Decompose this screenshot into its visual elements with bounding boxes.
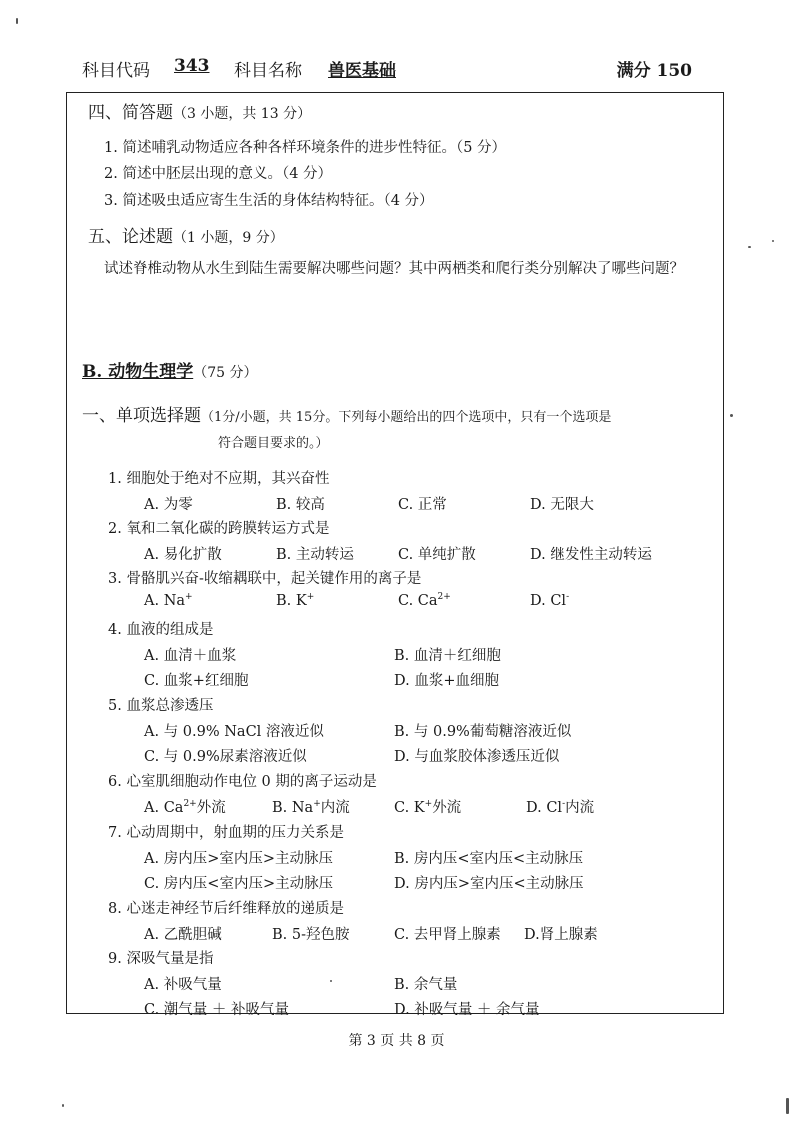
page-footer: 第 3 页 共 8 页 bbox=[348, 1033, 445, 1049]
subject-code-label: 科目代码 bbox=[82, 61, 150, 81]
q8-option-a: A. 乙酰胆碱 bbox=[144, 927, 222, 943]
section-5-heading bbox=[88, 222, 284, 247]
question-1-stem: 1. 细胞处于绝对不应期，其兴奋性 bbox=[108, 471, 330, 487]
question-3-stem: 3. 骨骼肌兴奋-收缩耦联中，起关键作用的离子是 bbox=[108, 571, 422, 587]
question-6-stem: 6. 心室肌细胞动作电位 0 期的离子运动是 bbox=[108, 774, 377, 790]
section-4-item-1: 1. 简述哺乳动物适应各种各样环境条件的进步性特征。（5 分） bbox=[104, 140, 507, 156]
part-b-sub: （75 分） bbox=[193, 365, 258, 381]
q2-option-b: B. 主动转运 bbox=[276, 547, 354, 563]
scan-speck bbox=[730, 414, 733, 417]
q8-option-d: D.肾上腺素 bbox=[524, 927, 598, 943]
section-5-text: 试述脊椎动物从水生到陆生需要解决哪些问题？其中两栖类和爬行类分别解决了哪些问题？ bbox=[104, 261, 684, 277]
section-1-title: 一、单项选择题 bbox=[82, 406, 201, 426]
q7-option-d: D. 房内压>室内压<主动脉压 bbox=[394, 876, 584, 892]
q4-option-c: C. 血浆+红细胞 bbox=[144, 673, 249, 689]
q1-option-a: A. 为零 bbox=[144, 497, 193, 513]
subject-name-label: 科目名称 bbox=[234, 61, 302, 81]
q9-option-b: B. 余气量 bbox=[394, 977, 458, 993]
subject-name: 兽医基础 bbox=[328, 61, 396, 81]
q9-option-a: A. 补吸气量 bbox=[144, 977, 222, 993]
scan-speck bbox=[748, 246, 751, 248]
q1-option-c: C. 正常 bbox=[398, 497, 447, 513]
full-score: 满分 150 bbox=[616, 61, 692, 81]
q1-option-b: B. 较高 bbox=[276, 497, 325, 513]
q2-option-a: A. 易化扩散 bbox=[144, 547, 222, 563]
q7-option-b: B. 房内压<室内压<主动脉压 bbox=[394, 851, 584, 867]
q3-option-c: C. $Ca^{2+}$ bbox=[398, 592, 451, 609]
section-4-item-3: 3. 简述吸虫适应寄生生活的身体结构特征。（4 分） bbox=[104, 193, 434, 209]
section-4-item-2: 2. 简述中胚层出现的意义。（4 分） bbox=[104, 166, 333, 182]
q3-option-b: B. K+ bbox=[276, 592, 315, 609]
question-5-stem: 5. 血浆总渗透压 bbox=[108, 698, 214, 714]
question-2-stem: 2. 氧和二氧化碳的跨膜转运方式是 bbox=[108, 521, 330, 537]
q9-option-c: C. 潮气量 ＋ 补吸气量 bbox=[144, 1002, 290, 1018]
scan-speck bbox=[772, 240, 774, 242]
q6-option-d: D. Cl-内流 bbox=[526, 799, 595, 816]
section-1-heading bbox=[82, 401, 611, 426]
question-9-stem: 9. 深吸气量是指 bbox=[108, 951, 214, 967]
q7-option-a: A. 房内压>室内压>主动脉压 bbox=[144, 851, 333, 867]
part-b-title: B. 动物生理学 bbox=[82, 362, 194, 382]
q2-option-c: C. 单纯扩散 bbox=[398, 547, 476, 563]
q3-option-a: A. Na+ bbox=[144, 592, 193, 609]
part-b-heading bbox=[82, 357, 257, 382]
q5-option-a: A. 与 0.9% NaCl 溶液近似 bbox=[144, 724, 324, 740]
section-4-title: 四、简答题 bbox=[88, 103, 173, 123]
q5-option-d: D. 与血浆胶体渗透压近似 bbox=[394, 749, 560, 765]
section-1-sub: （1分/小题，共 15分。下列每小题给出的四个选项中，只有一个选项是 bbox=[201, 410, 612, 425]
q2-option-d: D. 继发性主动转运 bbox=[530, 547, 652, 563]
q9-option-d: D. 补吸气量 ＋ 余气量 bbox=[394, 1002, 540, 1018]
page-header bbox=[82, 56, 692, 84]
q5-option-b: B. 与 0.9%葡萄糖溶液近似 bbox=[394, 724, 572, 740]
scan-speck bbox=[16, 18, 18, 24]
question-4-stem: 4. 血液的组成是 bbox=[108, 622, 214, 638]
q8-option-c: C. 去甲肾上腺素 bbox=[394, 927, 501, 943]
q6-option-a: A. $Ca^{2+}$外流 bbox=[144, 799, 226, 816]
q4-option-d: D. 血浆+血细胞 bbox=[394, 673, 499, 689]
q4-option-a: A. 血清＋血浆 bbox=[144, 648, 237, 664]
scan-speck bbox=[330, 980, 332, 982]
q7-option-c: C. 房内压<室内压>主动脉压 bbox=[144, 876, 334, 892]
section-4-sub: （3 小题，共 13 分） bbox=[173, 106, 312, 122]
q1-option-d: D. 无限大 bbox=[530, 497, 594, 513]
question-7-stem: 7. 心动周期中，射血期的压力关系是 bbox=[108, 825, 344, 841]
section-5-title: 五、论述题 bbox=[88, 227, 173, 247]
scan-speck bbox=[786, 1098, 789, 1114]
q6-option-b: B. Na+内流 bbox=[272, 799, 350, 816]
section-5-sub: （1 小题，9 分） bbox=[173, 230, 284, 246]
subject-code: 343 bbox=[174, 56, 210, 76]
q3-option-d: D. Cl- bbox=[530, 592, 570, 609]
q4-option-b: B. 血清＋红细胞 bbox=[394, 648, 501, 664]
section-1-sub2: 符合题目要求的。） bbox=[218, 436, 329, 451]
scan-speck bbox=[62, 1104, 64, 1107]
q8-option-b: B. 5-羟色胺 bbox=[272, 927, 350, 943]
q5-option-c: C. 与 0.9%尿素溶液近似 bbox=[144, 749, 307, 765]
section-4-heading bbox=[88, 98, 311, 123]
q6-option-c: C. K+外流 bbox=[394, 799, 462, 816]
question-8-stem: 8. 心迷走神经节后纤维释放的递质是 bbox=[108, 901, 344, 917]
